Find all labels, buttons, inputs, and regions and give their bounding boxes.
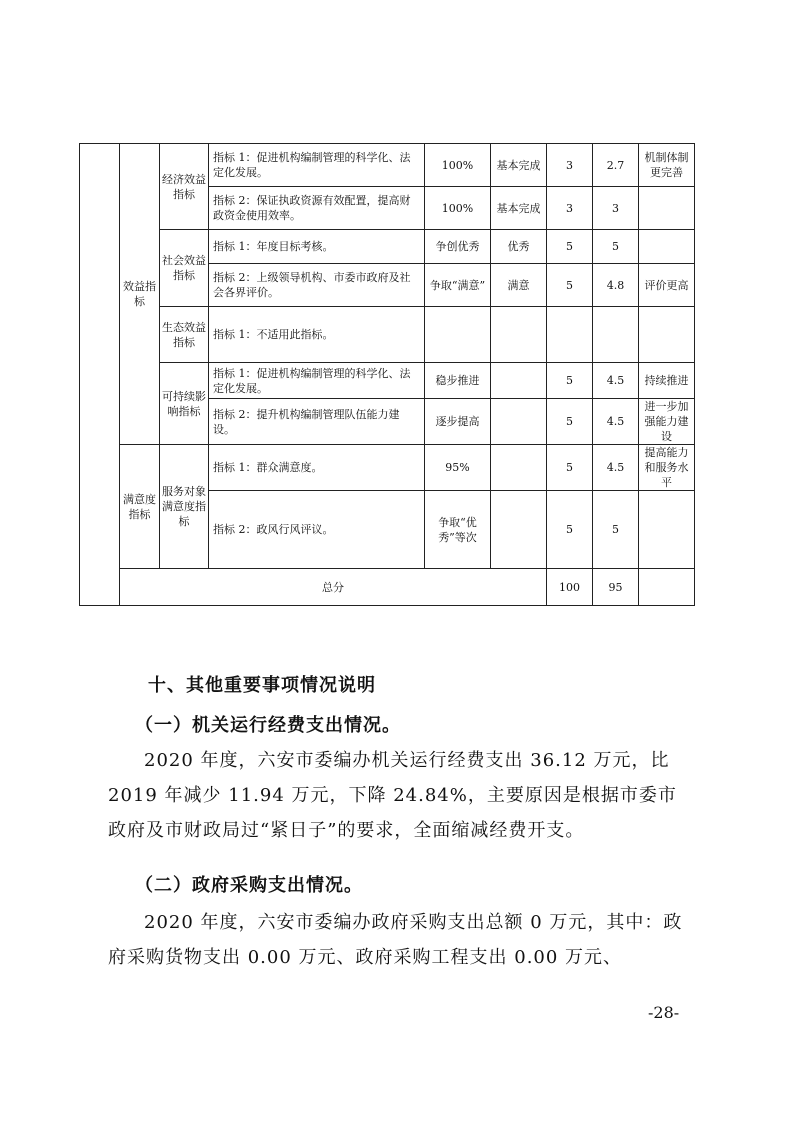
paragraph-1: 2020 年度，六安市委编办机关运行经费支出 36.12 万元，比 2019 年减少 11.94 万元，下降 24.84%，主要原因是根据市委市政府及市财政局过“紧日子”的要求，全面缩减经费开支。	[108, 750, 677, 841]
actual-cell	[491, 491, 547, 569]
note-cell: 机制体制更完善	[639, 144, 695, 187]
total-label: 总分	[120, 569, 547, 606]
weight-cell: 5	[547, 445, 593, 491]
actual-cell: 基本完成	[491, 144, 547, 187]
subsection-heading-2: （二）政府采购支出情况。	[135, 875, 363, 896]
weight-cell: 5	[547, 230, 593, 264]
score-cell: 4.5	[593, 363, 639, 399]
score-cell: 2.7	[593, 144, 639, 187]
group-service: 服务对象满意度指标	[160, 445, 209, 569]
performance-table	[79, 143, 695, 606]
target-cell: 逐步提高	[425, 399, 491, 445]
target-cell: 争取“满意”	[425, 264, 491, 307]
indicator-cell: 指标 1：不适用此指标。	[209, 307, 425, 363]
page-number: -28-	[648, 1003, 680, 1022]
note-cell	[639, 491, 695, 569]
subsection-heading-1: （一）机关运行经费支出情况。	[135, 715, 401, 736]
score-cell: 3	[593, 187, 639, 230]
score-cell: 4.5	[593, 445, 639, 491]
actual-cell: 满意	[491, 264, 547, 307]
group-economic: 经济效益指标	[160, 144, 209, 230]
note-cell	[639, 230, 695, 264]
indicator-cell: 指标 2：保证执政资源有效配置，提高财政资金使用效率。	[209, 187, 425, 230]
actual-cell	[491, 445, 547, 491]
total-weight: 100	[547, 569, 593, 606]
score-cell: 5	[593, 230, 639, 264]
target-cell: 稳步推进	[425, 363, 491, 399]
target-cell: 争取“优秀”等次	[425, 491, 491, 569]
note-cell: 评价更高	[639, 264, 695, 307]
score-cell: 5	[593, 491, 639, 569]
note-cell	[639, 307, 695, 363]
score-cell: 4.8	[593, 264, 639, 307]
actual-cell	[491, 363, 547, 399]
indicator-cell: 指标 2：上级领导机构、市委市政府及社会各界评价。	[209, 264, 425, 307]
indicator-cell: 指标 2：政风行风评议。	[209, 491, 425, 569]
score-cell: 4.5	[593, 399, 639, 445]
target-cell	[425, 307, 491, 363]
level1-benefit: 效益指标	[120, 144, 160, 445]
group-sustainable: 可持续影响指标	[160, 363, 209, 445]
weight-cell: 5	[547, 491, 593, 569]
level1-satisfaction: 满意度指标	[120, 445, 160, 569]
target-cell: 争创优秀	[425, 230, 491, 264]
note-cell: 进一步加强能力建设	[639, 399, 695, 445]
score-cell	[593, 307, 639, 363]
actual-cell: 优秀	[491, 230, 547, 264]
note-cell	[639, 187, 695, 230]
target-cell: 100%	[425, 187, 491, 230]
paragraph-2: 2020 年度，六安市委编办政府采购支出总额 0 万元，其中：政府采购货物支出 0.00 万元、政府采购工程支出 0.00 万元、	[108, 912, 683, 968]
actual-cell	[491, 307, 547, 363]
target-cell: 95%	[425, 445, 491, 491]
total-score: 95	[593, 569, 639, 606]
actual-cell	[491, 399, 547, 445]
note-cell: 持续推进	[639, 363, 695, 399]
note-cell: 提高能力和服务水平	[639, 445, 695, 491]
weight-cell: 5	[547, 363, 593, 399]
indicator-cell: 指标 1：促进机构编制管理的科学化、法定化发展。	[209, 144, 425, 187]
weight-cell: 5	[547, 264, 593, 307]
weight-cell: 5	[547, 399, 593, 445]
group-ecological: 生态效益指标	[160, 307, 209, 363]
weight-cell	[547, 307, 593, 363]
indicator-cell: 指标 1：促进机构编制管理的科学化、法定化发展。	[209, 363, 425, 399]
indicator-cell: 指标 1：年度目标考核。	[209, 230, 425, 264]
weight-cell: 3	[547, 144, 593, 187]
table-blank-col	[80, 144, 120, 606]
section-heading: 十、其他重要事项情况说明	[148, 675, 376, 696]
group-social: 社会效益指标	[160, 230, 209, 307]
total-note	[639, 569, 695, 606]
weight-cell: 3	[547, 187, 593, 230]
indicator-cell: 指标 1：群众满意度。	[209, 445, 425, 491]
actual-cell: 基本完成	[491, 187, 547, 230]
target-cell: 100%	[425, 144, 491, 187]
indicator-cell: 指标 2：提升机构编制管理队伍能力建设。	[209, 399, 425, 445]
